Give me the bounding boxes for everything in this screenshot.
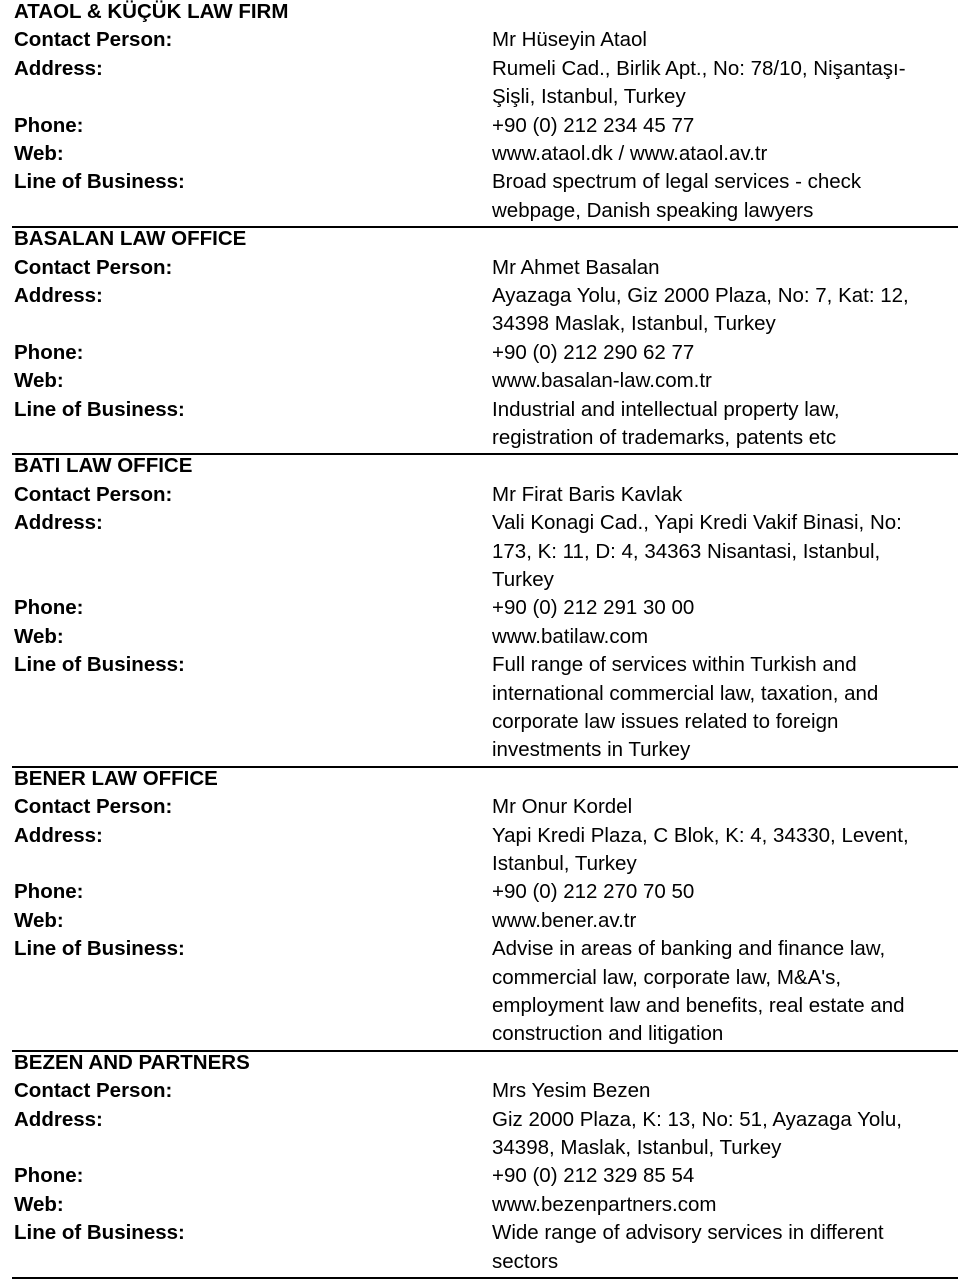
web-value: www.basalan-law.com.tr	[492, 369, 712, 393]
contact-person-label: Contact Person:	[14, 28, 173, 52]
address-value: Istanbul, Turkey	[492, 852, 637, 875]
phone-label: Phone:	[14, 880, 84, 904]
web-value: www.batilaw.com	[492, 624, 649, 648]
firm-name: BASALAN LAW OFFICE	[14, 227, 247, 251]
contact-person-value: Mr Onur Kordel	[492, 795, 633, 819]
firm-name: BENER LAW OFFICE	[14, 766, 218, 790]
address-value: Giz 2000 Plaza, K: 13, No: 51, Ayazaga Yolu,	[492, 1107, 902, 1131]
address-label: Address:	[14, 56, 103, 80]
address-value: Şişli, Istanbul, Turkey	[492, 85, 686, 109]
firm-name: BEZEN AND PARTNERS	[14, 1050, 250, 1074]
phone-value: +90 (0) 212 290 62 77	[492, 340, 695, 364]
contact-person-value: Mr Firat Baris Kavlak	[492, 482, 683, 506]
line-of-business-value: corporate law issues related to foreign	[492, 710, 839, 733]
line-of-business-value: sectors	[492, 1249, 559, 1273]
address-value: Ayazaga Yolu, Giz 2000 Plaza, No: 7, Kat: 12,	[492, 284, 909, 307]
web-label: Web:	[14, 369, 64, 393]
line-of-business-value: international commercial law, taxation, and	[492, 681, 879, 705]
line-of-business-value: employment law and benefits, real estate and	[492, 994, 905, 1017]
web-label: Web:	[14, 624, 64, 648]
phone-label: Phone:	[14, 340, 84, 364]
web-value: www.bezenpartners.com	[492, 1192, 717, 1216]
web-label: Web:	[14, 1192, 64, 1216]
contact-person-value: Mr Hüseyin Ataol	[492, 28, 647, 52]
line-of-business-value: webpage, Danish speaking lawyers	[492, 198, 814, 222]
contact-person-value: Mr Ahmet Basalan	[492, 255, 660, 279]
address-value: 34398, Maslak, Istanbul, Turkey	[492, 1136, 782, 1159]
line-of-business-value: commercial law, corporate law, M&A's,	[492, 965, 842, 989]
phone-label: Phone:	[14, 113, 84, 137]
firm-name: BATI LAW OFFICE	[14, 454, 193, 478]
line-of-business-value: investments in Turkey	[492, 738, 691, 762]
contact-person-label: Contact Person:	[14, 1079, 173, 1103]
phone-value: +90 (0) 212 291 30 00	[492, 596, 695, 620]
line-of-business-value: registration of trademarks, patents etc	[492, 426, 837, 449]
address-label: Address:	[14, 1107, 103, 1131]
address-value: Yapi Kredi Plaza, C Blok, K: 4, 34330, Levent,	[492, 823, 909, 847]
web-label: Web:	[14, 908, 64, 932]
address-value: Vali Konagi Cad., Yapi Kredi Vakif Binasi, No:	[492, 511, 902, 535]
phone-label: Phone:	[14, 1164, 84, 1188]
line-of-business-value: construction and litigation	[492, 1022, 724, 1046]
address-label: Address:	[14, 511, 103, 535]
line-of-business-label: Line of Business:	[14, 1221, 185, 1245]
web-value: www.ataol.dk / www.ataol.av.tr	[492, 142, 768, 165]
contact-person-label: Contact Person:	[14, 255, 173, 279]
line-of-business-value: Advise in areas of banking and finance law,	[492, 937, 886, 961]
line-of-business-label: Line of Business:	[14, 653, 185, 677]
line-of-business-label: Line of Business:	[14, 937, 185, 961]
phone-value: +90 (0) 212 234 45 77	[492, 113, 695, 137]
web-value: www.bener.av.tr	[492, 908, 637, 932]
address-label: Address:	[14, 284, 103, 307]
line-of-business-label: Line of Business:	[14, 397, 185, 421]
address-value: 173, K: 11, D: 4, 34363 Nisantasi, Istanbul,	[492, 539, 881, 563]
line-of-business-value: Full range of services within Turkish and	[492, 653, 857, 677]
line-of-business-label: Line of Business:	[14, 170, 185, 194]
address-label: Address:	[14, 823, 103, 847]
phone-value: +90 (0) 212 329 85 54	[492, 1164, 695, 1188]
section-divider	[12, 1277, 958, 1279]
contact-person-label: Contact Person:	[14, 482, 173, 506]
firm-name: ATAOL & KÜÇÜK LAW FIRM	[14, 0, 289, 23]
line-of-business-value: Wide range of advisory services in different	[492, 1221, 884, 1245]
address-value: Turkey	[492, 568, 554, 591]
web-label: Web:	[14, 142, 64, 165]
line-of-business-value: Industrial and intellectual property law,	[492, 397, 840, 421]
contact-person-label: Contact Person:	[14, 795, 173, 819]
line-of-business-value: Broad spectrum of legal services - check	[492, 170, 862, 194]
address-value: 34398 Maslak, Istanbul, Turkey	[492, 312, 776, 336]
address-value: Rumeli Cad., Birlik Apt., No: 78/10, Nişantaşı-	[492, 56, 906, 80]
phone-label: Phone:	[14, 596, 84, 620]
contact-person-value: Mrs Yesim Bezen	[492, 1079, 651, 1103]
phone-value: +90 (0) 212 270 70 50	[492, 880, 695, 904]
